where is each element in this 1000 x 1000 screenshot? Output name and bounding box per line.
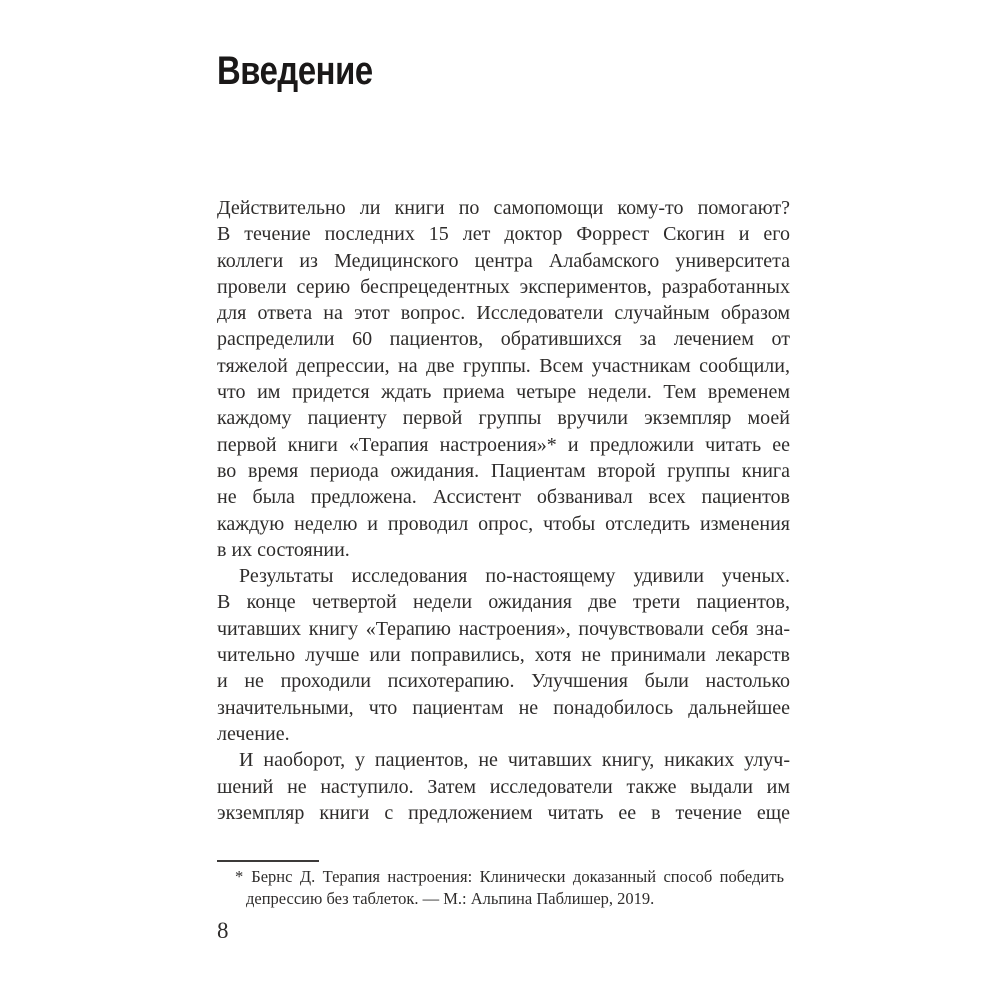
body-line: что им придется ждать приема четыре недели. Тем временем <box>217 381 790 404</box>
body-line: распределили 60 пациентов, обратившихся за лечением от <box>217 328 790 351</box>
body-line: И наоборот, у пациентов, не читавших книгу, никаких улуч- <box>239 749 790 772</box>
body-line: чительно лучше или поправились, хотя не принимали лекарств <box>217 644 790 667</box>
body-line: первой книги «Терапия настроения»* и предложили читать ее <box>217 433 790 456</box>
body-line: В конце четвертой недели ожидания две трети пациентов, <box>217 591 790 614</box>
body-line: в их состоянии. <box>217 538 350 561</box>
body-line: для ответа на этот вопрос. Исследователи случайным образом <box>217 302 790 325</box>
body-line: тяжелой депрессии, на две группы. Всем участникам сообщили, <box>217 354 790 377</box>
body-line: читавших книгу «Терапию настроения», почувствовали себя зна- <box>217 617 790 640</box>
paragraph <box>217 747 790 826</box>
body-line: провели серию беспрецедентных экспериментов, разработанных <box>217 275 790 298</box>
footnote-line-1 <box>235 866 784 888</box>
body-line: Результаты исследования по-настоящему удивили ученых. <box>239 565 790 588</box>
body-line: Действительно ли книги по самопомощи кому-то помогают? <box>217 197 790 219</box>
footnote-divider <box>217 860 319 862</box>
footnote-reference-text: Бернс Д. Терапия настроения: Клинически доказанный способ победить <box>251 867 784 886</box>
body-line: каждому пациенту первой группы вручили экземпляр моей <box>217 407 790 430</box>
body-line: значительными, что пациентам не понадобилось дальнейшее <box>217 696 790 719</box>
chapter-title: Введение <box>217 49 373 93</box>
body-line: экземпляр книги с предложением читать ее в течение еще <box>217 801 790 824</box>
footnote <box>235 866 784 909</box>
body-line: В течение последних 15 лет доктор Форрест Скогин и его <box>217 223 790 246</box>
body-line: шений не наступило. Затем исследователи также выдали им <box>217 775 790 798</box>
paragraph <box>217 563 790 747</box>
body-line: не была предложена. Ассистент обзванивал всех пациентов <box>217 486 790 509</box>
body-line: каждую неделю и проводил опрос, чтобы отследить изменения <box>217 512 790 535</box>
body-text <box>217 195 790 826</box>
paragraph <box>217 195 790 563</box>
page-number: 8 <box>217 918 229 943</box>
footnote-marker: * <box>235 867 244 886</box>
body-line: и не проходили психотерапию. Улучшения были настолько <box>217 670 790 693</box>
body-line: во время периода ожидания. Пациентам второй группы книга <box>217 459 790 482</box>
body-line: лечение. <box>217 722 290 745</box>
body-line: коллеги из Медицинского центра Алабамского университета <box>217 249 790 272</box>
footnote-line-2: депрессию без таблеток. — М.: Альпина Паблишер, 2019. <box>246 888 655 908</box>
